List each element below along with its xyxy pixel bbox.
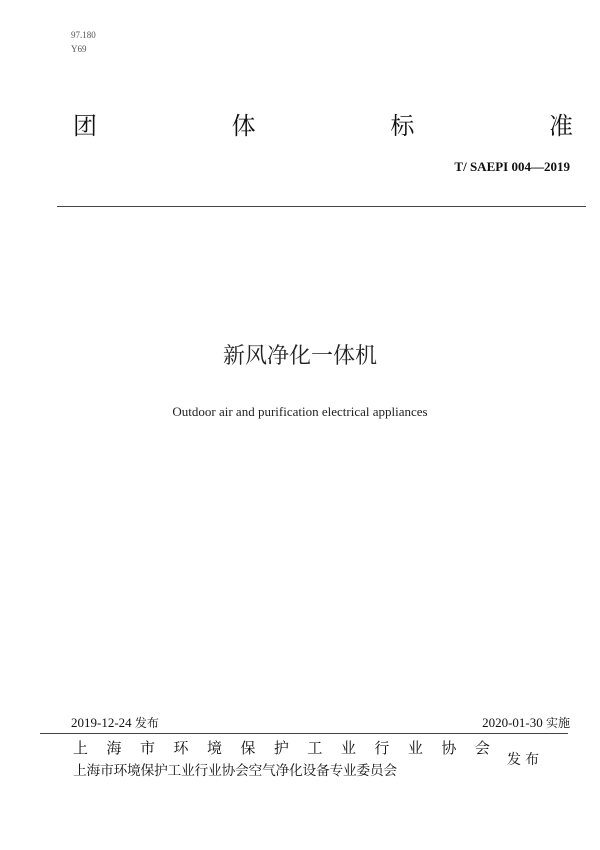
chinese-title: 新风净化一体机 <box>222 344 377 369</box>
standard-type-char: 体 <box>231 112 256 140</box>
publisher-char: 协 <box>441 739 457 757</box>
publisher-char: 护 <box>273 739 289 757</box>
header-divider <box>57 206 586 207</box>
implementation-date: 2020-01-30 <box>482 715 543 730</box>
footer-divider <box>40 733 568 734</box>
publisher-char: 业 <box>340 739 356 757</box>
issue-label: 发布 <box>134 716 159 730</box>
publisher-char: 行 <box>374 739 390 757</box>
implementation-label: 实施 <box>545 716 570 730</box>
issue-date: 2019-12-24 <box>71 715 132 730</box>
publisher-char: 会 <box>474 739 490 757</box>
publisher-char: 业 <box>407 739 423 757</box>
publisher-line-1 <box>73 739 490 757</box>
publisher-char: 海 <box>106 739 122 757</box>
publisher-char: 工 <box>307 739 323 757</box>
publisher-char: 境 <box>206 739 222 757</box>
publisher-char: 上 <box>73 739 89 757</box>
publisher-line-2: 上海市环境保护工业行业协会空气净化设备专业委员会 <box>73 763 397 779</box>
issue-date-line <box>71 716 159 729</box>
standard-type-char: 标 <box>390 112 415 140</box>
standard-type-heading <box>73 114 573 138</box>
standard-type-char: 准 <box>548 112 573 140</box>
publisher-char: 市 <box>139 739 155 757</box>
standard-number: T/ SAEPI 004—2019 <box>454 159 570 174</box>
publisher-char: 环 <box>173 739 189 757</box>
english-title: Outdoor air and purification electrical appliances <box>172 404 428 419</box>
implementation-date-line <box>482 716 570 729</box>
ics-code: 97.180 <box>71 30 96 40</box>
publisher-char: 保 <box>240 739 256 757</box>
standard-type-char: 团 <box>73 112 97 140</box>
publish-label: 发布 <box>507 752 543 768</box>
ccs-code: Y69 <box>71 44 87 54</box>
